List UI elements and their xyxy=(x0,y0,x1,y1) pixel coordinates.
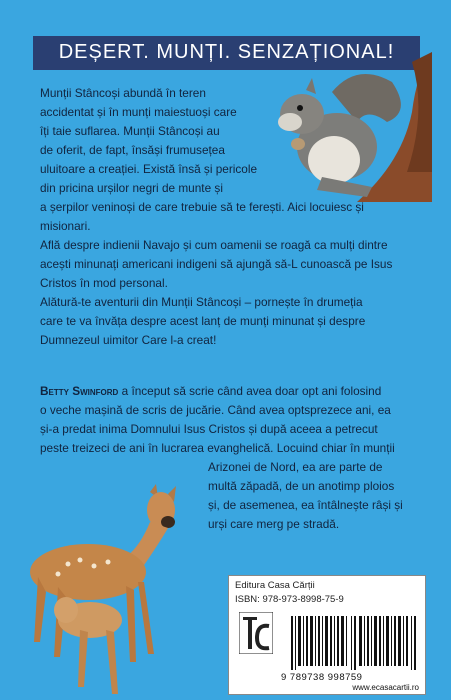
text-line: din pricina urșilor negri de munte și xyxy=(40,181,223,195)
text-line: urși care merg pe stradă. xyxy=(208,517,340,531)
navajo-paragraph xyxy=(40,236,392,293)
isbn-text: ISBN: 978-973-8998-75-9 xyxy=(235,594,344,605)
text-line: Betty Swinford a început să scrie când avea doar opt ani folosind xyxy=(40,384,382,398)
text-line: a șerpilor veninoși de care trebuie să te ferești. Aici locuiesc și xyxy=(40,200,364,214)
text-line: Munții Stâncoși abundă în teren xyxy=(40,86,206,100)
text-line: de oferit, de fapt, însăși frumusețea xyxy=(40,143,225,157)
author-paragraph-continued xyxy=(208,458,403,534)
text-line: uluitoare a creației. Există însă și pericole xyxy=(40,162,258,176)
book-tagline: DEȘERT. MUNȚI. SENZAȚIONAL! xyxy=(58,41,395,63)
publisher-logo-icon xyxy=(239,612,273,654)
publisher-website: www.ecasacartii.ro xyxy=(352,683,419,692)
adventure-paragraph xyxy=(40,293,365,350)
text-line: Alătură-te aventurii din Munții Stâncoși – pornește în drumeția xyxy=(40,295,363,309)
author-paragraph xyxy=(40,382,395,458)
barcode-icon xyxy=(291,616,417,670)
publisher-box xyxy=(228,575,426,695)
text-line: Cristos în mod personal. xyxy=(40,276,168,290)
text-line: acești minunați americani indigeni să ajungă să-L cunoască pe Isus xyxy=(40,257,393,271)
publisher-name: Editura Casa Cărții xyxy=(235,580,315,591)
text-line: multă zăpadă, de un anotimp ploios xyxy=(208,479,395,493)
text-line: peste treizeci de ani în lucrarea evanghelică. Locuind chiar în munții xyxy=(40,441,395,455)
text-line: Află despre indienii Navajo și cum oamenii se roagă ca mulți dintre xyxy=(40,238,388,252)
intro-paragraph xyxy=(40,84,364,236)
barcode-number: 9 789738 998759 xyxy=(281,672,363,683)
text-line: misionari. xyxy=(40,219,91,233)
text-line: și-a predat inima Domnului Isus Cristos și după aceea a petrecut xyxy=(40,422,378,436)
text-line: Dumnezeul uimitor Care l-a creat! xyxy=(40,333,217,347)
text-line: Arizonei de Nord, ea are parte de xyxy=(208,460,383,474)
author-name: Betty Swinford xyxy=(40,384,119,398)
deer-image xyxy=(18,482,203,700)
text-line: o veche mașină de scris de jucărie. Când avea optsprezece ani, ea xyxy=(40,403,391,417)
text-line: care te va învăța despre acest lanț de munți minunat și despre xyxy=(40,314,366,328)
text-line: îți taie suflarea. Munții Stâncoși au xyxy=(40,124,220,138)
text-line: accidentat și în munți maiestuoși care xyxy=(40,105,237,119)
text-line: și, de asemenea, ea întâlnește râși și xyxy=(208,498,403,512)
